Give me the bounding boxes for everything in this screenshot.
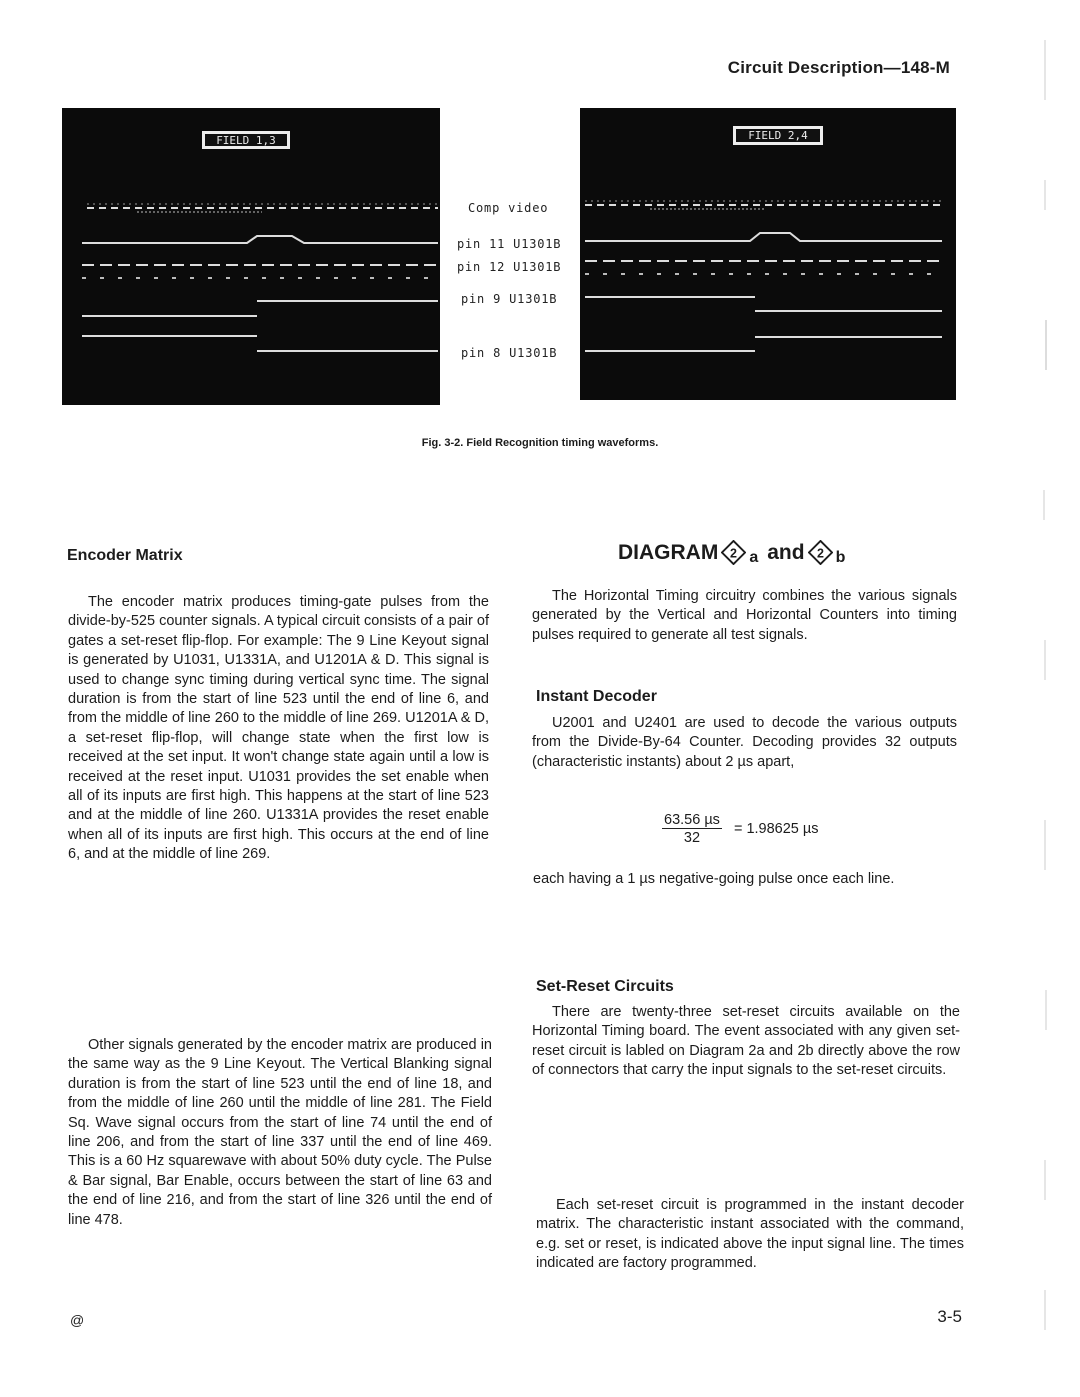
waveform-graphic-right (580, 108, 956, 400)
diagram-sub-b: b (835, 548, 846, 566)
scope-panel-field-2-4 (580, 108, 956, 400)
diagram-word: DIAGRAM (618, 540, 719, 564)
diamond-callout-icon (808, 540, 833, 565)
signal-label-pin-9: pin 9 U1301B (461, 292, 558, 306)
diagram-number: 2 (730, 546, 738, 561)
signal-label-pin-8: pin 8 U1301B (461, 346, 558, 360)
signal-label-pin-12: pin 12 U1301B (457, 260, 562, 274)
diamond-callout-icon (721, 540, 746, 565)
diagram-number: 2 (816, 546, 824, 561)
set-reset-paragraph-2: Each set-reset circuit is programmed in the instant decoder matrix. The characteristic instant associated with the command, e.g. set or reset, is indicated above the input signal line. The times indicated are factory programmed. (536, 1197, 964, 1272)
scan-edge-marks (1040, 40, 1050, 1370)
page-header: Circuit Description—148-M (727, 58, 950, 77)
horizontal-timing-intro: The Horizontal Timing circuitry combines the various signals generated by the Vertical and Horizontal Counters into timing pulses required to generate all test signals. (532, 588, 957, 643)
encoder-matrix-paragraph-2: Other signals generated by the encoder matrix are produced in the same way as the 9 Line Keyout. The Vertical Blanking signal duration is from the start of line 523 until the end of line 18, and from the middle of line 260 until the middle of line 281. The Field Sq. Wave signal occurs from the start of line 74 until the end of line 206, and from the start of line 337 until the end of line 469. This is a 60 Hz squarewave with about 50% duty cycle. The Pulse & Bar signal, Bar Enable, occurs between the start of line 63 and the end of line 216, and from the start of line 326 until the end of line 478. (68, 1037, 492, 1228)
figure-caption: Fig. 3-2. Field Recognition timing waveforms. (421, 437, 659, 449)
timing-formula (662, 812, 819, 846)
page-number: 3-5 (937, 1307, 962, 1326)
panel-label: FIELD 2,4 (748, 129, 808, 142)
instant-decoder-heading: Instant Decoder (536, 688, 657, 705)
formula-fraction (662, 812, 722, 846)
encoder-matrix-heading: Encoder Matrix (67, 547, 183, 564)
set-reset-heading: Set-Reset Circuits (536, 978, 674, 995)
instant-decoder-paragraph: U2001 and U2401 are used to decode the various outputs from the Divide-By-64 Counter. Decoding provides 32 outputs (characteristic instants) about 2 µs apart, (532, 715, 957, 770)
waveform-graphic-left (62, 108, 440, 405)
instant-decoder-paragraph-2: each having a 1 µs negative-going pulse once each line. (533, 871, 895, 887)
scope-panel-field-1-3 (62, 108, 440, 405)
encoder-matrix-paragraph-1: The encoder matrix produces timing-gate pulses from the divide-by-525 counter signals. A typical circuit consists of a pair of gates a set-reset flip-flop. For example: The 9 Line Keyout signal is generated by U1031, U1331A, and U1201A & D. This signal is used to change sync timing during vertical sync time. The signal duration is from the start of line 523 until the end of line 6, and from the middle of line 260 to the middle of line 269. U1201A & D, a set-reset flip-flop, will change state when the first low is received at the set input. It won't change state again until a low is received at the reset input. U1031 provides the set enable when all of its inputs are first high. This happens at the start of line 523 and at the middle of line 260. U1331A provides the reset enable when all of its inputs are first high. This occurs at the end of line 6, and at the middle of line 269. (68, 594, 489, 863)
formula-numerator: 63.56 µs (664, 812, 720, 828)
diagram-and: and (767, 540, 805, 564)
formula-denominator: 32 (683, 830, 701, 846)
signal-label-pin-11: pin 11 U1301B (457, 237, 562, 251)
panel-label: FIELD 1,3 (216, 134, 276, 147)
set-reset-paragraph-1: There are twenty-three set-reset circuits available on the Horizontal Timing board. The event associated with any given set-reset circuit is labled on Diagram 2a and 2b directly above the row of connectors that carry the input signals to the set-reset circuits. (532, 1004, 960, 1079)
diagram-sub-a: a (749, 548, 759, 566)
footer-symbol: @ (70, 1312, 85, 1328)
formula-result: = 1.98625 µs (733, 821, 819, 837)
diagram-heading (618, 540, 845, 565)
signal-label-comp-video: Comp video (468, 201, 549, 215)
